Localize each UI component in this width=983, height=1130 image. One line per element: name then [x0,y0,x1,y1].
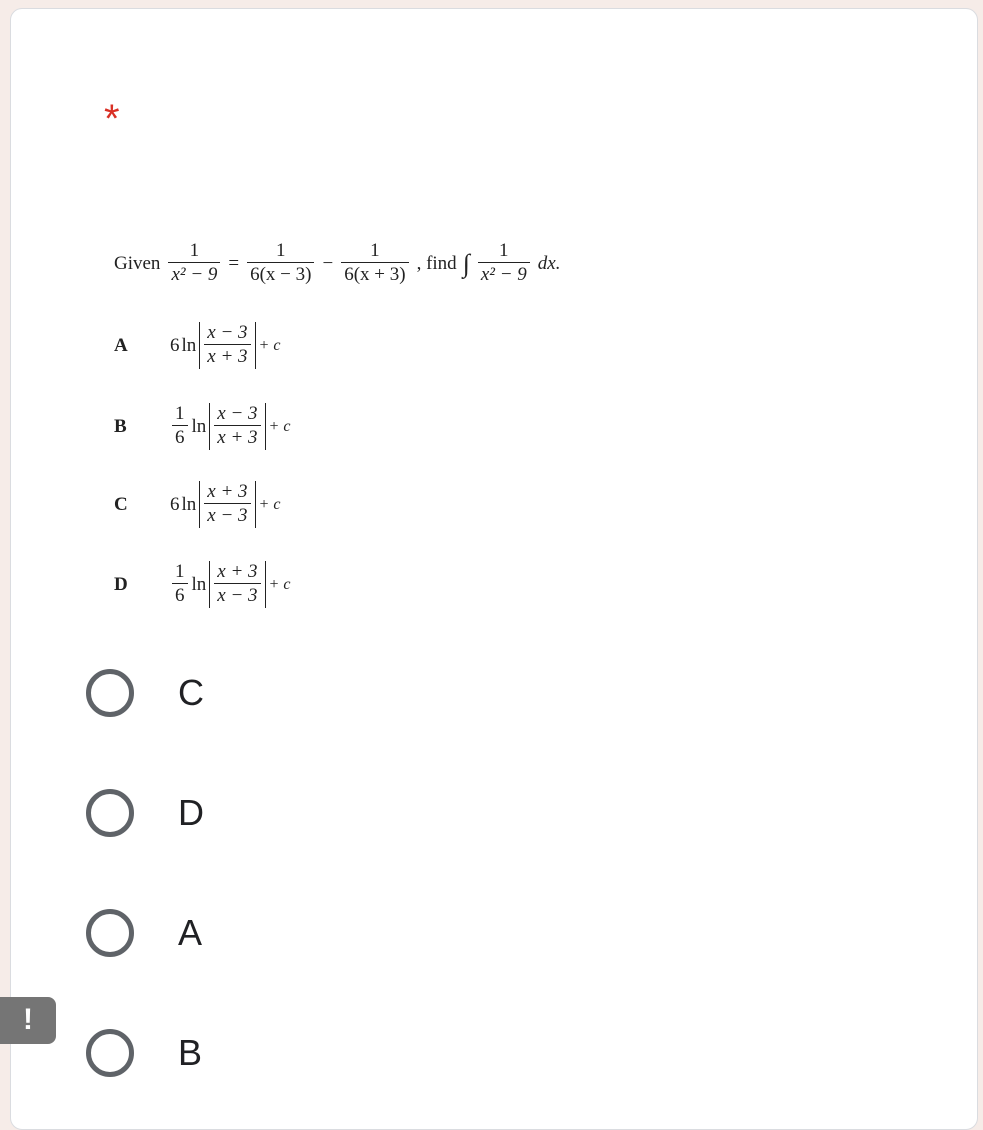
absolute-value: $\frac{x - 3}{x + 3}$ [209,403,265,450]
question-text: Given $\frac{1}{\text{x² − 9}}$ = $\frac{1}{6(x - 3)}$ − $\frac{1}{6(x + 3)}$ , find ∫ $\frac{1}{\text{x² − 9}}$ dx. [114,240,561,285]
absolute-value: $\frac{x - 3}{x + 3}$ [199,322,255,369]
fraction: $\frac{1}{6(x - 3)}$ [247,240,314,287]
radio-button[interactable] [86,789,134,837]
coefficient-fraction: $\frac{1}{6}$ [172,403,188,450]
given-label: Given [114,252,161,274]
coefficient: 6 [170,493,180,515]
coefficient-fraction: $\frac{1}{6}$ [172,561,188,608]
absolute-value: $\frac{x + 3}{x - 3}$ [209,561,265,608]
option-label: A [114,334,128,356]
fraction: $\frac{1}{\text{x² − 9}}$ [168,240,220,287]
radio-button[interactable] [86,1029,134,1077]
option-c: C 6 ln $\frac{x + 3}{x - 3}$ + c [114,481,281,526]
radio-button[interactable] [86,909,134,957]
choice-label: D [178,792,204,833]
choice-label: B [178,1032,203,1073]
alert-icon[interactable]: ! [0,997,56,1044]
radio-button[interactable] [86,669,134,717]
choice-d[interactable] [86,789,204,837]
option-label: C [114,493,128,515]
fraction: $\frac{1}{6(x + 3)}$ [341,240,408,287]
required-marker: * [104,97,120,141]
choice-c[interactable] [86,669,204,717]
option-label: D [114,573,128,595]
coefficient: 6 [170,334,180,356]
option-a: A 6 ln $\frac{x - 3}{x + 3}$ + c [114,322,281,367]
option-b: B $\frac{1}{6}$ ln $\frac{x - 3}{x + 3}$ + c [114,403,291,448]
choice-label: A [178,912,203,953]
absolute-value: $\frac{x + 3}{x - 3}$ [199,481,255,528]
choice-b[interactable] [86,1029,202,1077]
integral-sign: ∫ [462,248,470,278]
choice-label: C [178,672,204,713]
option-d: D $\frac{1}{6}$ ln $\frac{x + 3}{x - 3}$ + c [114,561,291,606]
option-label: B [114,415,127,437]
choice-a[interactable] [86,909,202,957]
fraction: $\frac{1}{\text{x² − 9}}$ [478,240,530,287]
